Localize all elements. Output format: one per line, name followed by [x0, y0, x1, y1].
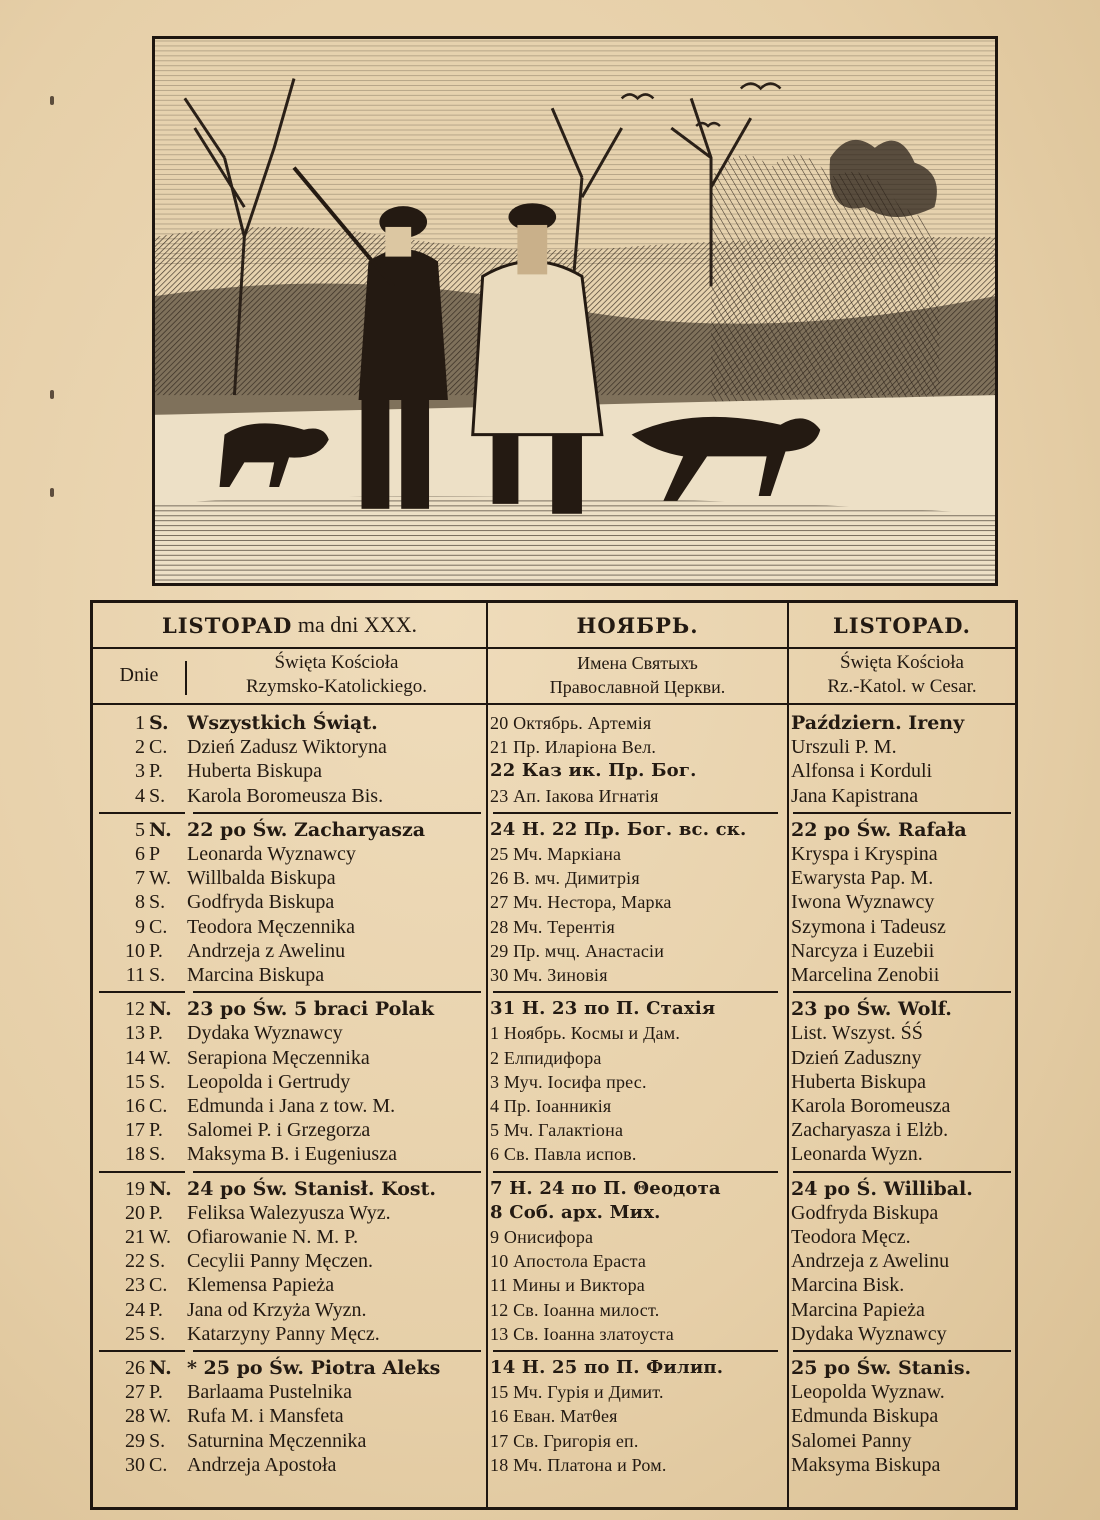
- week-divider: [793, 1171, 1011, 1173]
- day-number: 13: [125, 1022, 145, 1045]
- roman-saint-entry: Rufa M. i Mansfeta: [187, 1405, 344, 1428]
- weekday-abbr: S.: [149, 784, 166, 807]
- imperial-saint-entry: Marcina Papieża: [791, 1298, 925, 1321]
- orthodox-saint-entry: 26 В. мч. Димитрія: [490, 868, 640, 889]
- header-divider: [93, 703, 1015, 705]
- day-row: [93, 915, 185, 939]
- day-row: [93, 1177, 185, 1201]
- day-row: [93, 735, 185, 759]
- imperial-saint-entry: Narcyza i Euzebii: [791, 939, 935, 962]
- subheader-roman: [187, 647, 486, 703]
- day-row: [93, 939, 185, 963]
- column-divider: [486, 603, 488, 1507]
- day-row: [93, 1094, 185, 1118]
- roman-saint-entry: Maksyma B. i Eugeniusza: [187, 1143, 397, 1166]
- subheader-orthodox: [488, 647, 787, 703]
- day-number: 20: [125, 1201, 145, 1224]
- imperial-saint-entry: Karola Boromeusza: [791, 1095, 951, 1117]
- orthodox-saint-entry: 31 Н. 23 по П. Стахія: [490, 998, 716, 1020]
- day-number: 30: [125, 1453, 145, 1476]
- weekday-abbr: S.: [149, 1322, 166, 1345]
- orthodox-saint-entry: 7 Н. 24 по П. Θеодота: [490, 1177, 721, 1199]
- roman-saint-entry: 23 po Św. 5 braci Polak: [187, 998, 435, 1021]
- weekday-abbr: S.: [149, 1143, 166, 1166]
- weekday-abbr: P.: [149, 939, 163, 962]
- day-row: [93, 1380, 185, 1404]
- orthodox-saint-entry: 6 Св. Павла испов.: [490, 1144, 637, 1165]
- imperial-saint-entry: Dydaka Wyznawcy: [791, 1322, 947, 1345]
- orthodox-saint-entry: 23 Ап. Іакова Игнатія: [490, 785, 659, 806]
- day-row: [93, 963, 185, 987]
- roman-saint-entry: Godfryda Biskupa: [187, 891, 335, 914]
- day-row: [93, 1118, 185, 1142]
- weekday-abbr: P: [149, 843, 161, 865]
- header-mid-title: НОЯБРЬ.: [576, 612, 699, 638]
- day-number: 4: [135, 784, 145, 807]
- weekday-abbr: P.: [149, 1119, 163, 1142]
- imperial-saint-entry: Szymona i Tadeusz: [791, 915, 946, 938]
- orthodox-saint-entry: 14 Н. 25 по П. Филип.: [490, 1357, 724, 1378]
- day-number: 17: [125, 1119, 145, 1142]
- margin-mark: [50, 488, 54, 497]
- imperial-saint-entry: Teodora Męcz.: [791, 1226, 911, 1248]
- orthodox-saint-entry: 21 Пр. Иларіона Вел.: [490, 737, 657, 758]
- day-number: 15: [125, 1070, 145, 1093]
- weekday-abbr: P.: [149, 1201, 163, 1224]
- roman-saint-entry: Feliksa Walezyusza Wyz.: [187, 1201, 391, 1224]
- roman-saint-entry: Leopolda i Gertrudy: [187, 1070, 351, 1093]
- roman-saint-entry: Willbalda Biskupa: [187, 867, 336, 890]
- weekday-abbr: C.: [149, 736, 168, 759]
- weekday-abbr: N.: [149, 818, 172, 841]
- orthodox-saint-entry: 18 Мч. Платона и Ром.: [490, 1454, 667, 1475]
- weekday-abbr: S.: [149, 712, 169, 734]
- hunting-scene-engraving: [152, 36, 998, 586]
- orthodox-saint-entry: 29 Пр. мчц. Анастасіи: [490, 940, 665, 961]
- roman-saint-entry: Klemensa Papieża: [187, 1274, 335, 1297]
- weekday-abbr: C.: [149, 1453, 168, 1476]
- day-number: 22: [125, 1250, 145, 1273]
- imperial-saint-entry: Edmunda Biskupa: [791, 1405, 939, 1428]
- day-number: 21: [125, 1226, 145, 1248]
- day-number: 19: [125, 1177, 145, 1200]
- day-row: [93, 1249, 185, 1273]
- column-divider: [787, 603, 789, 1507]
- roman-saint-entry: Dydaka Wyznawcy: [187, 1022, 343, 1045]
- roman-saint-entry: Leonarda Wyznawcy: [187, 843, 356, 865]
- imperial-saint-entry: Marcina Bisk.: [791, 1274, 905, 1297]
- imperial-saint-entry: Huberta Biskupa: [791, 1070, 926, 1093]
- weekday-abbr: W.: [149, 1226, 172, 1248]
- imperial-saint-entry: 24 po Ś. Willibal.: [791, 1177, 973, 1200]
- day-number: 1: [135, 712, 145, 734]
- imperial-saint-entry: List. Wszyst. ŚŚ: [791, 1022, 923, 1045]
- imperial-saint-entry: Leopolda Wyznaw.: [791, 1381, 945, 1404]
- header-listopad-left: [93, 603, 486, 647]
- day-number: 10: [125, 939, 145, 962]
- subheader-orthodox-line1: Имена Святыхъ: [577, 653, 698, 673]
- weekday-abbr: P.: [149, 1298, 163, 1321]
- weekday-abbr: N.: [149, 1177, 172, 1200]
- weekday-abbr: W.: [149, 1046, 172, 1069]
- weekday-abbr: W.: [149, 1405, 172, 1428]
- weekday-abbr: P.: [149, 1022, 163, 1045]
- orthodox-saint-entry: 22 Каз ик. Пр. Бог.: [490, 760, 697, 782]
- day-number: 7: [135, 867, 145, 890]
- roman-saint-entry: Cecylii Panny Męczen.: [187, 1250, 374, 1273]
- orthodox-saint-entry: 4 Пр. Іоанникія: [490, 1096, 612, 1116]
- day-number: 25: [125, 1322, 145, 1345]
- day-row: [93, 842, 185, 866]
- weekday-abbr: S.: [149, 1429, 166, 1452]
- hunting-scene-illustration: [155, 39, 995, 583]
- roman-saint-entry: Saturnina Męczennika: [187, 1429, 367, 1452]
- weekday-abbr: S.: [149, 964, 166, 986]
- day-number: 16: [125, 1095, 145, 1117]
- subheader-imperial-line2: Rz.-Katol. w Cesar.: [827, 676, 977, 697]
- day-row: [93, 890, 185, 914]
- day-number: 11: [125, 964, 145, 986]
- day-number: 14: [125, 1046, 145, 1069]
- roman-saint-entry: 22 po Św. Zacharyasza: [187, 818, 426, 841]
- orthodox-saint-entry: 25 Мч. Маркіана: [490, 844, 622, 864]
- weekday-abbr: W.: [149, 867, 172, 890]
- header-right-title: LISTOPAD.: [832, 612, 971, 638]
- day-row: [93, 1298, 185, 1322]
- orthodox-saint-entry: 8 Соб. арх. Мих.: [490, 1201, 661, 1223]
- orthodox-saint-entry: 12 Св. Іоанна милост.: [490, 1299, 660, 1320]
- day-number: 8: [135, 891, 145, 914]
- day-row: [93, 1273, 185, 1297]
- orthodox-saints-column: [490, 711, 786, 1507]
- orthodox-saint-entry: 27 Мч. Нестора, Марка: [490, 892, 672, 913]
- imperial-saint-entry: Marcelina Zenobii: [791, 964, 940, 986]
- roman-saint-entry: Teodora Męczennika: [187, 915, 355, 938]
- day-row: [93, 1453, 185, 1477]
- weekday-abbr: P.: [149, 760, 163, 783]
- day-row: [93, 784, 185, 808]
- orthodox-saint-entry: 15 Мч. Гурія и Димит.: [490, 1382, 664, 1403]
- orthodox-saint-entry: 11 Мины и Виктора: [490, 1275, 645, 1296]
- weekday-abbr: N.: [149, 998, 172, 1021]
- roman-saint-entry: Dzień Zadusz Wiktoryna: [187, 736, 387, 759]
- day-row: [93, 997, 185, 1021]
- day-row: [93, 1142, 185, 1166]
- roman-saint-entry: Andrzeja z Awelinu: [187, 939, 346, 962]
- roman-saint-entry: Serapiona Męczennika: [187, 1046, 370, 1069]
- week-divider: [99, 991, 185, 993]
- day-number: 23: [125, 1274, 145, 1297]
- imperial-saint-entry: Październ. Ireny: [791, 712, 965, 734]
- subheader-imperial: [789, 647, 1015, 703]
- day-row: [93, 818, 185, 842]
- day-row: [93, 1404, 185, 1428]
- week-divider: [193, 1171, 481, 1173]
- week-divider: [99, 1171, 185, 1173]
- weekday-abbr: N.: [149, 1357, 172, 1379]
- day-number: 27: [125, 1381, 145, 1404]
- roman-saint-entry: Huberta Biskupa: [187, 760, 322, 783]
- roman-saint-entry: Ofiarowanie N. M. P.: [187, 1226, 359, 1248]
- day-row: [93, 866, 185, 890]
- imperial-saint-entry: Salomei Panny: [791, 1429, 912, 1452]
- week-divider: [493, 1350, 778, 1352]
- day-row: [93, 1201, 185, 1225]
- margin-mark: [50, 96, 54, 105]
- week-divider: [493, 1171, 778, 1173]
- orthodox-saint-entry: 2 Елпидифора: [490, 1047, 602, 1068]
- imperial-saint-entry: Ewarysta Pap. M.: [791, 867, 934, 890]
- day-number: 2: [135, 736, 145, 759]
- weekday-abbr: P.: [149, 1381, 163, 1404]
- orthodox-saint-entry: 28 Мч. Терентія: [490, 916, 615, 937]
- day-number: 3: [135, 760, 145, 783]
- subheader-roman-line2: Rzymsko-Katolickiego.: [246, 676, 427, 697]
- week-divider: [793, 991, 1011, 993]
- weekday-abbr: C.: [149, 1274, 168, 1297]
- day-row: [93, 1356, 185, 1380]
- roman-saint-entry: Barlaama Pustelnika: [187, 1381, 352, 1404]
- week-divider: [193, 1350, 481, 1352]
- orthodox-saint-entry: 1 Ноябрь. Космы и Дам.: [490, 1023, 681, 1044]
- day-number: 6: [135, 843, 145, 865]
- week-divider: [99, 1350, 185, 1352]
- day-row: [93, 1046, 185, 1070]
- margin-mark: [50, 390, 54, 399]
- day-number: 9: [135, 915, 145, 938]
- weekday-abbr: C.: [149, 1095, 168, 1117]
- day-row: [93, 759, 185, 783]
- week-divider: [99, 812, 185, 814]
- day-number: 28: [125, 1405, 145, 1428]
- subheader-orthodox-line2: Православной Церкви.: [549, 677, 726, 697]
- imperial-saint-entry: 25 po Św. Stanis.: [791, 1357, 972, 1379]
- day-row: [93, 1225, 185, 1249]
- roman-saint-entry: Andrzeja Apostoła: [187, 1453, 337, 1476]
- day-row: [93, 1070, 185, 1094]
- days-column: [93, 711, 185, 1507]
- roman-saint-entry: Wszystkich Świąt.: [187, 712, 378, 734]
- week-divider: [493, 991, 778, 993]
- header-listopad-right: [789, 603, 1015, 647]
- imperial-saint-entry: 23 po Św. Wolf.: [791, 998, 952, 1021]
- orthodox-saint-entry: 30 Мч. Зиновія: [490, 965, 608, 985]
- day-number: 5: [135, 818, 145, 841]
- imperial-saint-entry: Andrzeja z Awelinu: [791, 1250, 950, 1273]
- week-divider: [793, 1350, 1011, 1352]
- roman-saint-entry: Karola Boromeusza Bis.: [187, 784, 384, 807]
- weekday-abbr: S.: [149, 1070, 166, 1093]
- week-divider: [493, 812, 778, 814]
- day-row: [93, 1429, 185, 1453]
- roman-saint-entry: Katarzyny Panny Męcz.: [187, 1322, 380, 1345]
- orthodox-saint-entry: 17 Св. Григорія еп.: [490, 1430, 639, 1451]
- imperial-saint-entry: Alfonsa i Korduli: [791, 760, 933, 783]
- imperial-saint-entry: Urszuli P. M.: [791, 736, 897, 759]
- weekday-abbr: C.: [149, 915, 168, 938]
- orthodox-saint-entry: 9 Онисифора: [490, 1227, 594, 1247]
- roman-saints-column: [187, 711, 485, 1507]
- orthodox-saint-entry: 24 Н. 22 Пр. Бог. вс. ск.: [490, 818, 747, 840]
- roman-saint-entry: 24 po Św. Stanisł. Kost.: [187, 1177, 436, 1200]
- imperial-saint-entry: Jana Kapistrana: [791, 784, 919, 807]
- day-number: 12: [125, 998, 145, 1021]
- roman-saint-entry: Jana od Krzyża Wyzn.: [187, 1298, 367, 1321]
- orthodox-saint-entry: 13 Св. Іоанна златоуста: [490, 1323, 674, 1344]
- orthodox-saint-entry: 5 Мч. Галактіона: [490, 1120, 624, 1141]
- week-divider: [193, 812, 481, 814]
- imperial-saint-entry: Godfryda Biskupa: [791, 1201, 939, 1224]
- day-number: 18: [125, 1143, 145, 1166]
- roman-saint-entry: * 25 po Św. Piotra Aleks: [187, 1357, 441, 1379]
- header-left-title: LISTOPAD: [161, 612, 293, 638]
- orthodox-saint-entry: 20 Октябрь. Артемія: [490, 713, 652, 733]
- day-row: [93, 1021, 185, 1045]
- weekday-abbr: S.: [149, 1250, 166, 1273]
- week-divider: [793, 812, 1011, 814]
- imperial-saints-column: [791, 711, 1017, 1507]
- imperial-saint-entry: Zacharyasza i Elżb.: [791, 1119, 949, 1142]
- roman-saint-entry: Edmunda i Jana z tow. M.: [187, 1095, 396, 1117]
- imperial-saint-entry: 22 po Św. Rafała: [791, 818, 967, 841]
- weekday-abbr: S.: [149, 891, 166, 914]
- dnie-label: Dnie: [119, 663, 159, 686]
- roman-saint-entry: Marcina Biskupa: [187, 964, 325, 986]
- header-left-suffix: ma dni XXX.: [297, 612, 418, 637]
- orthodox-saint-entry: 3 Муч. Іосифа прес.: [490, 1071, 647, 1092]
- imperial-saint-entry: Leonarda Wyzn.: [791, 1143, 923, 1166]
- orthodox-saint-entry: 10 Апостола Ераста: [490, 1251, 647, 1272]
- calendar-table: [90, 600, 1018, 1510]
- subheader-imperial-line1: Święta Kościoła: [839, 652, 964, 673]
- day-number: 26: [125, 1357, 145, 1379]
- imperial-saint-entry: Dzień Zaduszny: [791, 1046, 922, 1069]
- week-divider: [193, 991, 481, 993]
- day-number: 24: [125, 1298, 145, 1321]
- day-row: [93, 1322, 185, 1346]
- imperial-saint-entry: Maksyma Biskupa: [791, 1453, 941, 1476]
- day-row: [93, 711, 185, 735]
- roman-saint-entry: Salomei P. i Grzegorza: [187, 1119, 371, 1142]
- subheader-roman-line1: Święta Kościoła: [274, 652, 399, 673]
- imperial-saint-entry: Iwona Wyznawcy: [791, 891, 935, 914]
- orthodox-saint-entry: 16 Еван. Матθея: [490, 1406, 618, 1427]
- header-noyabr: [488, 603, 787, 647]
- day-number: 29: [125, 1429, 145, 1452]
- imperial-saint-entry: Kryspa i Kryspina: [791, 843, 938, 865]
